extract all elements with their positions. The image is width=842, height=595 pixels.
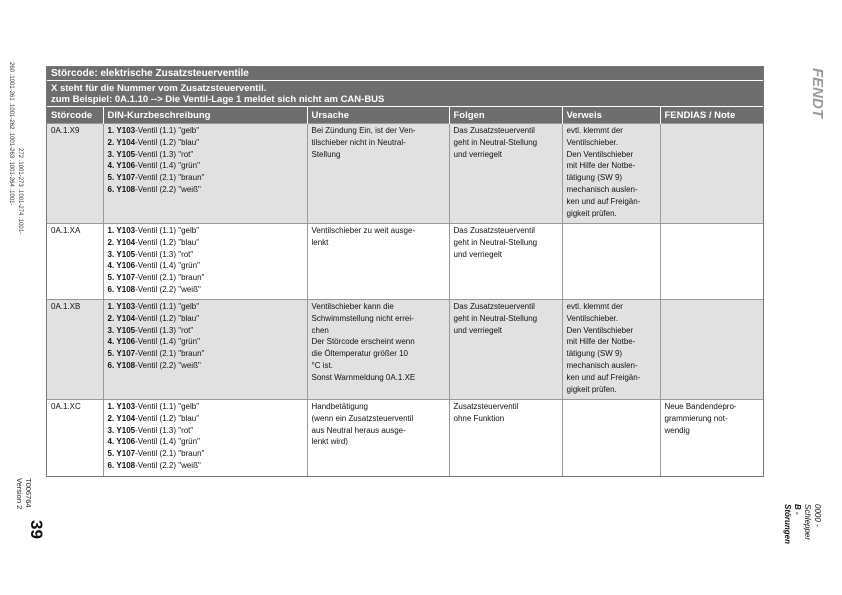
- logo-text: FENDT: [809, 68, 826, 118]
- valve-number: 1.: [107, 302, 115, 311]
- valve-line: [108, 313, 303, 325]
- valve-id: Y104: [116, 237, 136, 247]
- valve-line: [108, 184, 303, 196]
- text-line: Das Zusatzsteuerventil: [453, 126, 535, 135]
- valve-number: 2.: [107, 137, 115, 147]
- reference-cell: [562, 124, 660, 224]
- valve-line: [108, 160, 303, 172]
- text-line: Schwimmstellung nicht errei-: [311, 313, 414, 323]
- table-row: [47, 124, 763, 224]
- valve-label: -Ventil (2.1) "braun": [135, 349, 205, 359]
- text-line: gigkeit prüfen.: [566, 384, 617, 394]
- description-cell: [103, 400, 307, 476]
- valve-id: Y106: [116, 261, 136, 271]
- valve-number: 4.: [107, 337, 115, 347]
- valve-label: -Ventil (2.2) "weiß": [135, 360, 201, 370]
- text-line: und verriegelt: [453, 149, 502, 159]
- header-cell: Folgen: [449, 107, 562, 124]
- valve-line: [108, 149, 303, 161]
- text-line: und verriegelt: [453, 325, 502, 335]
- valve-label: -Ventil (1.1) "gelb": [135, 402, 200, 411]
- text-line: lenkt: [311, 237, 329, 247]
- valve-label: -Ventil (1.1) "gelb": [135, 226, 200, 235]
- table-row: [47, 300, 763, 400]
- doc-info: [15, 478, 33, 509]
- valve-id: Y105: [116, 249, 136, 259]
- valve-line: [108, 301, 303, 313]
- text-line: evtl. klemmt der: [566, 126, 623, 135]
- valve-number: 4.: [107, 437, 115, 447]
- valve-line: [108, 348, 303, 360]
- consequence-cell: [449, 300, 562, 400]
- text-line: tätigung (SW 9): [566, 349, 623, 359]
- valve-label: -Ventil (1.4) "grün": [135, 437, 200, 447]
- text-line: Zusatzsteuerventil: [453, 402, 519, 411]
- valve-number: 3.: [107, 249, 115, 259]
- valve-id: Y107: [116, 273, 136, 283]
- text-line: wendig: [664, 425, 690, 435]
- valve-number: 6.: [107, 460, 115, 470]
- valve-line: [108, 448, 303, 460]
- text-line: grammierung not-: [664, 413, 728, 423]
- valve-id: Y104: [116, 313, 136, 323]
- cause-cell: [307, 124, 449, 224]
- text-line: mit Hilfe der Notbe-: [566, 337, 636, 347]
- model-list-1: [7, 62, 14, 206]
- consequence-cell: [449, 124, 562, 224]
- cause-cell: [307, 224, 449, 300]
- text-line: 260 .1001-: [8, 62, 14, 91]
- chapter-heading: [782, 504, 822, 544]
- text-line: Neue Bandendepro-: [664, 402, 737, 411]
- valve-number: 6.: [107, 284, 115, 294]
- error-code-cell: 0A.1.XB: [47, 300, 103, 400]
- table-row: [47, 400, 763, 476]
- valve-id: Y103: [116, 402, 136, 411]
- text-line: lenkt wird): [311, 437, 348, 447]
- fendt-logo: [796, 66, 826, 120]
- valve-label: -Ventil (2.1) "braun": [135, 273, 205, 283]
- valve-number: 5.: [107, 349, 115, 359]
- valve-line: [108, 125, 303, 137]
- valve-label: -Ventil (1.2) "blau": [135, 137, 200, 147]
- valve-number: 3.: [107, 149, 115, 159]
- valve-number: 1.: [107, 402, 115, 411]
- chapter-line-2: B - Störungen: [783, 504, 802, 544]
- valve-number: 6.: [107, 360, 115, 370]
- text-line: ken und auf Freigän-: [566, 372, 641, 382]
- doc-version: Version 2: [15, 478, 24, 510]
- note-cell: [660, 124, 763, 224]
- valve-number: 2.: [107, 413, 115, 423]
- header-cell: Ursache: [307, 107, 449, 124]
- header-cell: Verweis: [562, 107, 660, 124]
- text-line: 263 .1001-: [8, 148, 14, 177]
- text-line: geht in Neutral-Stellung: [453, 237, 538, 247]
- text-line: tilschieber nicht in Neutral-: [311, 137, 406, 147]
- valve-label: -Ventil (2.1) "braun": [135, 173, 205, 183]
- subtitle-line-1: X steht für die Nummer vom Zusatzsteuerventil.: [51, 83, 267, 94]
- text-line: mechanisch auslen-: [566, 360, 638, 370]
- model-list-2: [16, 148, 23, 234]
- valve-line: [108, 413, 303, 425]
- valve-id: Y107: [116, 349, 136, 359]
- valve-number: 2.: [107, 313, 115, 323]
- valve-line: [108, 249, 303, 261]
- text-line: mechanisch auslen-: [566, 184, 638, 194]
- table-title: Störcode: elektrische Zusatzsteuerventile: [47, 67, 763, 81]
- text-line: gigkeit prüfen.: [566, 208, 617, 218]
- header-cell: FENDIAS / Note: [660, 107, 763, 124]
- consequence-cell: [449, 400, 562, 476]
- valve-label: -Ventil (1.3) "rot": [135, 149, 194, 159]
- valve-id: Y106: [116, 337, 136, 347]
- valve-label: -Ventil (1.1) "gelb": [135, 126, 200, 135]
- text-line: tätigung (SW 9): [566, 173, 623, 183]
- description-cell: [103, 300, 307, 400]
- text-line: 272 .1001-: [17, 148, 23, 177]
- valve-line: [108, 460, 303, 472]
- consequence-cell: [449, 224, 562, 300]
- text-line: Sonst Warnmeldung 0A.1.XE: [311, 372, 416, 382]
- valve-number: 3.: [107, 325, 115, 335]
- text-line: ohne Funktion: [453, 413, 505, 423]
- valve-id: Y105: [116, 325, 136, 335]
- error-code-cell: 0A.1.XC: [47, 400, 103, 476]
- valve-line: [108, 172, 303, 184]
- error-code-cell: 0A.1.X9: [47, 124, 103, 224]
- valve-number: 2.: [107, 237, 115, 247]
- valve-id: Y107: [116, 173, 136, 183]
- valve-number: 3.: [107, 425, 115, 435]
- valve-id: Y108: [116, 284, 136, 294]
- valve-id: Y106: [116, 437, 136, 447]
- valve-id: Y108: [116, 460, 136, 470]
- text-line: 261 .1001-: [8, 90, 14, 120]
- valve-line: [108, 401, 303, 413]
- reference-cell: [562, 300, 660, 400]
- valve-line: [108, 336, 303, 348]
- text-line: und verriegelt: [453, 249, 502, 259]
- cause-cell: [307, 300, 449, 400]
- header-cell: DIN-Kurzbeschreibung: [103, 107, 307, 124]
- text-line: chen: [311, 325, 329, 335]
- text-line: Das Zusatzsteuerventil: [453, 226, 535, 235]
- error-code-cell: 0A.1.XA: [47, 224, 103, 300]
- valve-label: -Ventil (1.3) "rot": [135, 425, 194, 435]
- text-line: Stellung: [311, 149, 341, 159]
- text-line: Das Zusatzsteuerventil: [453, 302, 535, 311]
- valve-line: [108, 360, 303, 372]
- valve-id: Y108: [116, 360, 136, 370]
- valve-id: Y105: [116, 425, 136, 435]
- valve-label: -Ventil (1.4) "grün": [135, 337, 200, 347]
- valve-id: Y103: [116, 302, 136, 311]
- valve-line: [108, 137, 303, 149]
- valve-label: -Ventil (1.2) "blau": [135, 313, 200, 323]
- table-grid: [47, 107, 763, 476]
- doc-number: T006764: [24, 478, 33, 508]
- valve-number: 1.: [107, 126, 115, 135]
- text-line: 273 .1001-: [17, 176, 23, 206]
- valve-line: [108, 225, 303, 237]
- text-line: (wenn ein Zusatzsteuerventil: [311, 413, 414, 423]
- valve-id: Y107: [116, 449, 136, 459]
- text-line: 264 .1001-: [8, 176, 14, 206]
- cause-cell: [307, 400, 449, 476]
- valve-label: -Ventil (1.2) "blau": [135, 413, 200, 423]
- note-cell: [660, 300, 763, 400]
- valve-number: 5.: [107, 273, 115, 283]
- valve-label: -Ventil (1.4) "grün": [135, 261, 200, 271]
- valve-label: -Ventil (2.1) "braun": [135, 449, 205, 459]
- valve-line: [108, 425, 303, 437]
- valve-label: -Ventil (2.2) "weiß": [135, 460, 201, 470]
- text-line: Ventilschieber.: [566, 313, 619, 323]
- text-line: Ventilschieber kann die: [311, 302, 394, 311]
- header-cell: Störcode: [47, 107, 103, 124]
- valve-id: Y103: [116, 126, 136, 135]
- text-line: 262 .1001-: [8, 119, 14, 149]
- valve-line: [108, 260, 303, 272]
- table-header-row: [47, 107, 763, 124]
- valve-number: 4.: [107, 161, 115, 171]
- reference-cell: [562, 224, 660, 300]
- text-line: °C ist.: [311, 360, 333, 370]
- text-line: Handbetätigung: [311, 402, 368, 411]
- valve-line: [108, 284, 303, 296]
- valve-line: [108, 272, 303, 284]
- valve-number: 6.: [107, 184, 115, 194]
- valve-label: -Ventil (2.2) "weiß": [135, 184, 201, 194]
- valve-id: Y106: [116, 161, 136, 171]
- valve-label: -Ventil (1.4) "grün": [135, 161, 200, 171]
- note-cell: [660, 224, 763, 300]
- valve-id: Y108: [116, 184, 136, 194]
- description-cell: [103, 124, 307, 224]
- chapter-line-1: 0000 - Schlepper: [803, 504, 822, 541]
- text-line: Den Ventilschieber: [566, 149, 634, 159]
- text-line: 274 .1001-: [17, 205, 23, 235]
- valve-label: -Ventil (1.2) "blau": [135, 237, 200, 247]
- valve-number: 4.: [107, 261, 115, 271]
- valve-label: -Ventil (1.3) "rot": [135, 325, 194, 335]
- valve-id: Y105: [116, 149, 136, 159]
- page-number: 39: [27, 520, 46, 539]
- text-line: Ventilschieber zu weit ausge-: [311, 226, 416, 235]
- valve-line: [108, 325, 303, 337]
- text-line: Bei Zündung Ein, ist der Ven-: [311, 126, 416, 135]
- valve-id: Y104: [116, 413, 136, 423]
- valve-number: 1.: [107, 226, 115, 235]
- valve-line: [108, 237, 303, 249]
- valve-number: 5.: [107, 449, 115, 459]
- text-line: geht in Neutral-Stellung: [453, 137, 538, 147]
- text-line: Den Ventilschieber: [566, 325, 634, 335]
- valve-line: [108, 436, 303, 448]
- table-subtitle: [47, 81, 763, 107]
- valve-label: -Ventil (1.1) "gelb": [135, 302, 200, 311]
- text-line: aus Neutral heraus ausge-: [311, 425, 406, 435]
- text-line: Der Störcode erscheint wenn: [311, 337, 415, 347]
- valve-id: Y104: [116, 137, 136, 147]
- description-cell: [103, 224, 307, 300]
- text-line: ken und auf Freigän-: [566, 196, 641, 206]
- text-line: geht in Neutral-Stellung: [453, 313, 538, 323]
- subtitle-line-2: zum Beispiel: 0A.1.10 --> Die Ventil-Lage 1 meldet sich nicht am CAN-BUS: [51, 94, 385, 105]
- text-line: mit Hilfe der Notbe-: [566, 161, 636, 171]
- reference-cell: [562, 400, 660, 476]
- error-code-table: [46, 66, 764, 477]
- valve-label: -Ventil (2.2) "weiß": [135, 284, 201, 294]
- valve-label: -Ventil (1.3) "rot": [135, 249, 194, 259]
- text-line: die Öltemperatur größer 10: [311, 349, 408, 359]
- note-cell: [660, 400, 763, 476]
- text-line: evtl. klemmt der: [566, 302, 623, 311]
- valve-id: Y103: [116, 226, 136, 235]
- valve-number: 5.: [107, 173, 115, 183]
- text-line: Ventilschieber.: [566, 137, 619, 147]
- table-row: [47, 224, 763, 300]
